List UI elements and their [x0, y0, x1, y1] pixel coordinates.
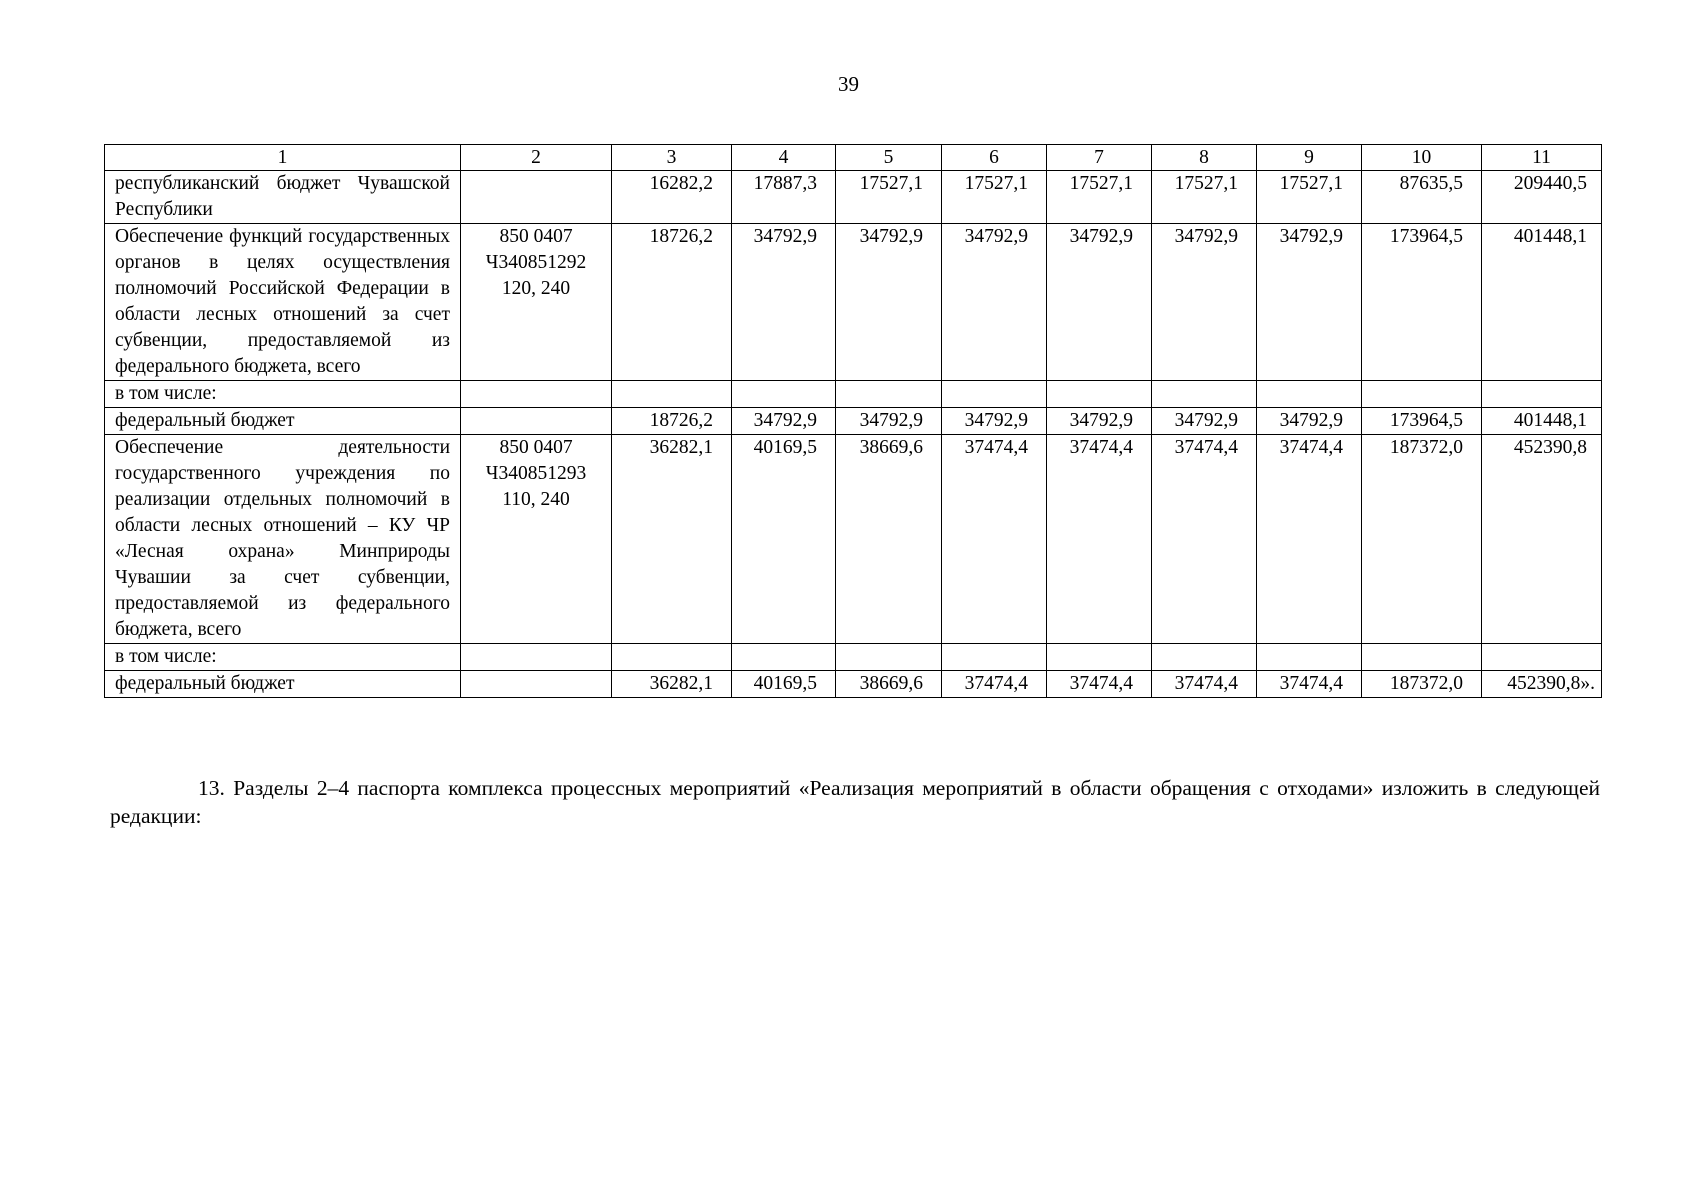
table-header-row [105, 145, 1602, 171]
value-cell [1047, 381, 1152, 408]
value-cell: 87635,5 [1362, 171, 1482, 224]
row-code [461, 224, 612, 381]
value-cell: 37474,4 [942, 671, 1047, 698]
value-cell [1152, 644, 1257, 671]
page-number: 39 [838, 72, 859, 96]
row-code [461, 171, 612, 224]
value-cell: 34792,9 [1152, 408, 1257, 435]
value-cell: 452390,8 [1482, 435, 1602, 644]
value-cell [1152, 381, 1257, 408]
row-code [461, 644, 612, 671]
table-row [105, 171, 1602, 224]
value-cell: 34792,9 [836, 408, 942, 435]
value-cell [1257, 381, 1362, 408]
value-cell: 17527,1 [942, 171, 1047, 224]
column-header: 1 [105, 145, 461, 171]
value-cell [612, 644, 732, 671]
value-cell: 37474,4 [1257, 435, 1362, 644]
table-row [105, 408, 1602, 435]
value-cell [836, 644, 942, 671]
value-cell [1482, 644, 1602, 671]
amendment-paragraph: 13. Разделы 2–4 паспорта комплекса процессных мероприятий «Реализация мероприятий в области обращения с отходами» изложить в следующей редакции: [110, 775, 1600, 828]
value-cell: 17527,1 [836, 171, 942, 224]
value-cell: 34792,9 [1152, 224, 1257, 381]
value-cell: 37474,4 [1047, 671, 1152, 698]
value-cell: 209440,5 [1482, 171, 1602, 224]
value-cell: 452390,8». [1482, 671, 1602, 698]
value-cell: 16282,2 [612, 171, 732, 224]
code-line: 110, 240 [502, 489, 570, 510]
table-row [105, 671, 1602, 698]
code-line: 120, 240 [501, 278, 571, 299]
value-cell: 34792,9 [1257, 408, 1362, 435]
value-cell: 37474,4 [1257, 671, 1362, 698]
column-header: 7 [1047, 145, 1152, 171]
row-name: республиканский бюджет Чувашской Республики [105, 171, 461, 224]
row-name: Обеспечение функций государственных органов в целях осуществления полномочий Российской Федерации в области лесных отношений за счет субвенции, предоставляемой из федерального бюджета, всего [105, 224, 461, 381]
row-name: федеральный бюджет [105, 408, 461, 435]
value-cell: 34792,9 [732, 224, 836, 381]
value-cell: 17527,1 [1257, 171, 1362, 224]
table-row [105, 224, 1602, 381]
column-header: 6 [942, 145, 1047, 171]
row-name: федеральный бюджет [105, 671, 461, 698]
value-cell: 17527,1 [1047, 171, 1152, 224]
value-cell: 37474,4 [1152, 435, 1257, 644]
value-cell: 38669,6 [836, 435, 942, 644]
value-cell [942, 644, 1047, 671]
value-cell: 173964,5 [1362, 408, 1482, 435]
value-cell: 37474,4 [1152, 671, 1257, 698]
column-header: 5 [836, 145, 942, 171]
row-code [461, 408, 612, 435]
row-name: в том числе: [105, 644, 461, 671]
value-cell: 18726,2 [612, 408, 732, 435]
row-code [461, 435, 612, 644]
table-row [105, 644, 1602, 671]
value-cell: 187372,0 [1362, 435, 1482, 644]
row-code [461, 671, 612, 698]
value-cell: 34792,9 [1047, 408, 1152, 435]
value-cell: 401448,1 [1482, 408, 1602, 435]
value-cell: 187372,0 [1362, 671, 1482, 698]
column-header: 3 [612, 145, 732, 171]
value-cell: 173964,5 [1362, 224, 1482, 381]
value-cell [732, 644, 836, 671]
value-cell [1257, 644, 1362, 671]
code-line: Ч340851292 [485, 252, 587, 273]
value-cell [732, 381, 836, 408]
value-cell: 34792,9 [1257, 224, 1362, 381]
value-cell: 38669,6 [836, 671, 942, 698]
value-cell: 36282,1 [612, 671, 732, 698]
value-cell: 34792,9 [732, 408, 836, 435]
budget-table [104, 144, 1602, 698]
row-name: в том числе: [105, 381, 461, 408]
value-cell [1362, 644, 1482, 671]
value-cell: 34792,9 [836, 224, 942, 381]
value-cell: 18726,2 [612, 224, 732, 381]
value-cell [1362, 381, 1482, 408]
value-cell: 40169,5 [732, 435, 836, 644]
value-cell [942, 381, 1047, 408]
code-line: 850 0407 [499, 437, 573, 458]
row-code [461, 381, 612, 408]
column-header: 4 [732, 145, 836, 171]
value-cell: 36282,1 [612, 435, 732, 644]
column-header: 8 [1152, 145, 1257, 171]
table-row [105, 381, 1602, 408]
column-header: 10 [1362, 145, 1482, 171]
value-cell: 17887,3 [732, 171, 836, 224]
value-cell [1482, 381, 1602, 408]
table-row [105, 435, 1602, 644]
value-cell [612, 381, 732, 408]
value-cell: 40169,5 [732, 671, 836, 698]
value-cell [836, 381, 942, 408]
code-line: 850 0407 [499, 226, 573, 247]
value-cell: 34792,9 [1047, 224, 1152, 381]
value-cell: 401448,1 [1482, 224, 1602, 381]
value-cell: 37474,4 [942, 435, 1047, 644]
code-line: Ч340851293 [485, 463, 587, 484]
value-cell [1047, 644, 1152, 671]
row-name: Обеспечение деятельности государственного учреждения по реализации отдельных полномочий в области лесных отношений – КУ ЧР «Лесная охрана» Минприроды Чувашии за счет субвенции, предоставляемой из федерального бюджета, всего [105, 435, 461, 644]
value-cell: 34792,9 [942, 224, 1047, 381]
value-cell: 17527,1 [1152, 171, 1257, 224]
column-header: 2 [461, 145, 612, 171]
column-header: 11 [1482, 145, 1602, 171]
value-cell: 34792,9 [942, 408, 1047, 435]
column-header: 9 [1257, 145, 1362, 171]
value-cell: 37474,4 [1047, 435, 1152, 644]
